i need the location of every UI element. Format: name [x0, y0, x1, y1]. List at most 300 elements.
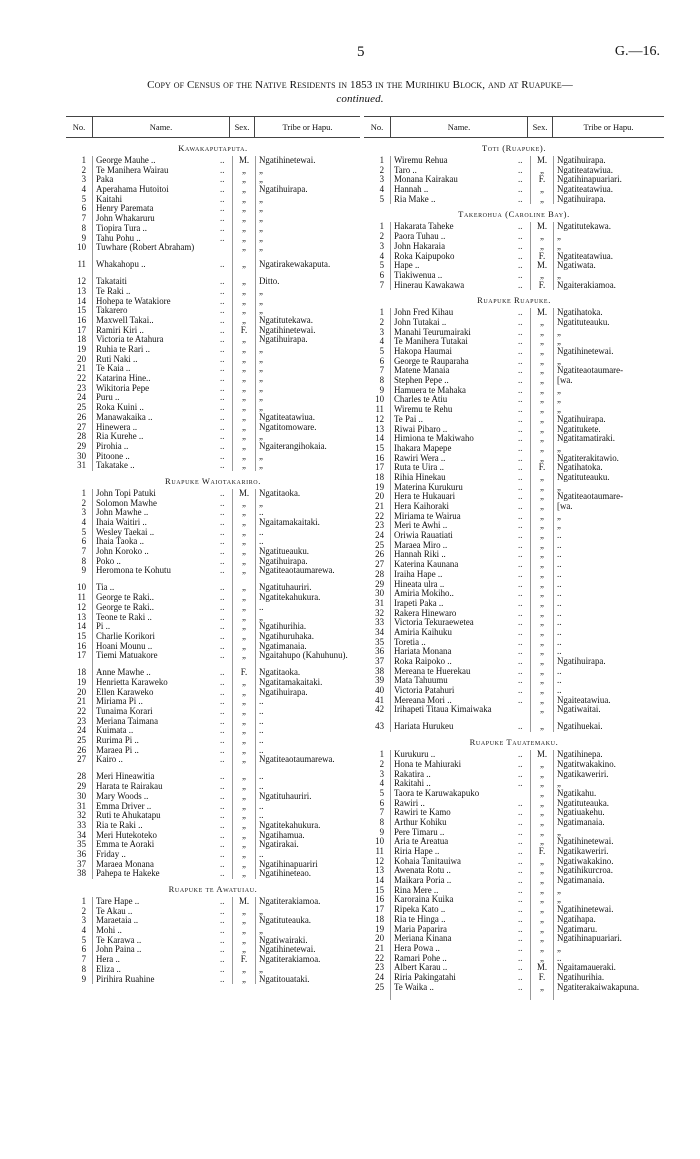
leader-dots: ..	[518, 923, 523, 934]
resident-sex: „	[232, 384, 255, 394]
resident-name: Pirihira Ruahine	[92, 975, 220, 985]
row-number: 18	[375, 913, 384, 924]
row-number: 35	[375, 636, 384, 647]
leader-dots: ..	[220, 973, 225, 984]
leader-dots: ..	[220, 810, 225, 821]
resident-tribe: Ngatitekahukura.	[255, 821, 360, 831]
resident-name: Maxwell Takai..	[92, 316, 220, 326]
resident-sex: „	[530, 483, 553, 493]
table-row	[66, 489, 360, 499]
resident-sex: „	[232, 518, 255, 528]
resident-name: Te Manihera Wairau	[92, 166, 220, 176]
leader-dots: ..	[220, 611, 225, 622]
resident-sex: „	[530, 760, 553, 770]
table-row	[364, 444, 664, 454]
table-row	[66, 499, 360, 509]
resident-tribe: „	[553, 271, 664, 281]
resident-sex: „	[232, 452, 255, 462]
row-number: 12	[77, 276, 86, 287]
resident-name: Aria te Areatua	[390, 837, 518, 847]
leader-dots: ..	[518, 894, 523, 905]
leader-dots: ..	[220, 203, 225, 214]
resident-sex: „	[530, 328, 553, 338]
resident-tribe: „	[255, 214, 360, 224]
resident-tribe: „	[553, 337, 664, 347]
table-row	[66, 204, 360, 214]
row-number: 2	[379, 316, 384, 327]
resident-name: Eliza ..	[92, 965, 220, 975]
section-heading: Ruapuke te Awatuiau.	[168, 884, 258, 894]
resident-name: Tiopira Tura ..	[92, 224, 220, 234]
leader-dots: ..	[518, 913, 523, 924]
leader-dots: ..	[220, 954, 225, 965]
table-row	[66, 260, 360, 277]
resident-sex: „	[530, 837, 553, 847]
row-number: 9	[81, 973, 86, 984]
leader-dots: ..	[518, 442, 523, 453]
table-row	[364, 425, 664, 435]
row-number: 34	[375, 626, 384, 637]
table-row	[66, 955, 360, 965]
table-header	[364, 116, 664, 138]
resident-tribe: ..	[553, 647, 664, 657]
resident-tribe: Ngatiteatawiua.	[553, 166, 664, 176]
resident-name: Hineata ulra ..	[390, 580, 518, 590]
row-number: 29	[77, 440, 86, 451]
leader-dots: ..	[220, 392, 225, 403]
leader-dots: ..	[220, 754, 225, 765]
resident-tribe: Ngatitutekawa.	[553, 222, 664, 232]
resident-sex: „	[232, 403, 255, 413]
resident-tribe: Ngatituteauku.	[553, 318, 664, 328]
table-row	[66, 603, 360, 613]
resident-sex: „	[530, 271, 553, 281]
resident-name: Meriana Kinana	[390, 934, 518, 944]
leader-dots: ..	[220, 744, 225, 755]
resident-tribe: ..	[553, 954, 664, 964]
resident-tribe: Ngatimanaia.	[255, 642, 360, 652]
resident-name: Ria te Raki ..	[92, 821, 220, 831]
resident-sex: „	[530, 876, 553, 886]
resident-name: Meri Hineawitia	[92, 772, 220, 782]
leader-dots: ..	[220, 868, 225, 879]
row-number: 20	[375, 933, 384, 944]
resident-sex: „	[530, 405, 553, 415]
leader-dots: ..	[518, 636, 523, 647]
resident-sex: „	[232, 603, 255, 613]
resident-sex: M.	[530, 261, 553, 271]
row-number: 7	[379, 365, 384, 376]
resident-tribe: Ngatihuirapa.	[553, 657, 664, 667]
leader-dots: ..	[518, 904, 523, 915]
resident-name: Tia ..	[92, 583, 220, 593]
resident-name: Te Akau ..	[92, 907, 220, 917]
leader-dots: ..	[518, 355, 523, 366]
row-number: 19	[77, 344, 86, 354]
resident-sex: „	[232, 772, 255, 782]
table-row	[364, 886, 664, 896]
resident-tribe: Ngatiwata.	[553, 261, 664, 271]
leader-dots: ..	[220, 222, 225, 233]
leader-dots: ..	[220, 507, 225, 518]
leader-dots: ..	[518, 155, 523, 165]
table-row	[364, 638, 664, 648]
resident-name: Maraea Miro ..	[390, 541, 518, 551]
resident-sex: F.	[530, 252, 553, 262]
row-number: 6	[379, 797, 384, 808]
resident-sex: „	[232, 613, 255, 623]
leader-dots: ..	[220, 686, 225, 697]
table-row	[66, 811, 360, 821]
section-heading: Kawakaputaputa.	[178, 143, 248, 153]
row-number: 26	[77, 411, 86, 422]
resident-name: Hoani Mounu ..	[92, 642, 220, 652]
table-row	[364, 837, 664, 847]
resident-name: Hinewera ..	[92, 423, 220, 433]
row-number: 15	[375, 442, 384, 453]
resident-tribe: „	[255, 907, 360, 917]
resident-name: George Mauhe ..	[92, 156, 220, 166]
resident-tribe: [wa.	[553, 376, 664, 386]
table-row	[364, 618, 664, 628]
resident-tribe: „	[255, 461, 360, 471]
resident-tribe: Ngatiterakiamoa.	[255, 897, 360, 907]
resident-tribe: Ngatitueauku.	[255, 547, 360, 557]
table-row	[66, 557, 360, 567]
row-number: 7	[81, 213, 86, 224]
row-number: 3	[379, 240, 384, 251]
table-row	[66, 651, 360, 668]
row-number: 13	[77, 611, 86, 622]
resident-name: Pahepa te Hakeke	[92, 869, 220, 879]
leader-dots: ..	[518, 184, 523, 195]
resident-tribe: Ngatihinetewai.	[255, 945, 360, 955]
leader-dots: ..	[220, 858, 225, 869]
table-row	[364, 760, 664, 770]
resident-tribe: Ngatitukete.	[553, 425, 664, 435]
leader-dots: ..	[220, 896, 225, 906]
row-number: 38	[77, 868, 86, 879]
resident-tribe: „	[255, 243, 360, 260]
table-row	[66, 945, 360, 955]
resident-name: Hariata Hurukeu	[390, 722, 518, 732]
resident-name: Victoria Patahuri	[390, 686, 518, 696]
resident-sex: „	[232, 860, 255, 870]
table-row	[66, 326, 360, 336]
leader-dots: ..	[518, 307, 523, 318]
table-row	[66, 717, 360, 727]
leader-dots: ..	[518, 933, 523, 944]
row-number: 37	[375, 656, 384, 666]
resident-name: Ruti te Ahukatapu	[92, 811, 220, 821]
table-row	[66, 413, 360, 423]
resident-name: Rawiri te Kamo	[390, 808, 518, 818]
row-number: 5	[81, 526, 86, 537]
row-number: 3	[379, 768, 384, 779]
leader-dots: ..	[518, 588, 523, 599]
resident-name: Victoria Tekuraewetea	[390, 618, 518, 628]
resident-name: Wiremu Rehua	[390, 156, 518, 166]
row-number: 18	[77, 667, 86, 678]
resident-tribe: „	[255, 355, 360, 365]
resident-name: Stephen Pepe ..	[390, 376, 518, 386]
resident-tribe: Ngatirakai.	[255, 840, 360, 850]
resident-tribe: Ngatihuirapa.	[255, 185, 360, 195]
header-tribe: Tribe or Hapu.	[282, 122, 333, 132]
resident-sex: „	[232, 287, 255, 297]
leader-dots: ..	[220, 963, 225, 974]
leader-dots: ..	[518, 549, 523, 560]
resident-tribe: Ngatituteauka.	[255, 916, 360, 926]
resident-tribe: Ngatitouataki.	[255, 975, 360, 985]
resident-sex: F.	[530, 847, 553, 857]
row-number: 9	[379, 826, 384, 837]
row-number: 15	[77, 305, 86, 316]
resident-tribe: „	[255, 432, 360, 442]
leader-dots: ..	[518, 665, 523, 676]
table-row	[364, 328, 664, 338]
table-row	[66, 306, 360, 316]
leader-dots: ..	[518, 433, 523, 444]
row-number: 10	[375, 836, 384, 847]
leader-dots: ..	[518, 240, 523, 251]
resident-tribe: „	[255, 393, 360, 403]
row-number: 30	[77, 450, 86, 461]
resident-name: Ruhia te Rari ..	[92, 345, 220, 355]
table-row	[66, 860, 360, 870]
table-row	[364, 779, 664, 789]
resident-tribe: Ngatitamatiraki.	[553, 434, 664, 444]
leader-dots: ..	[220, 334, 225, 345]
resident-sex: „	[530, 628, 553, 638]
resident-sex: „	[530, 954, 553, 964]
resident-sex: „	[232, 297, 255, 307]
resident-sex: „	[530, 425, 553, 435]
resident-tribe: Ngatihinapuariari.	[553, 934, 664, 944]
resident-tribe: Ngatituteauku.	[553, 473, 664, 483]
resident-sex: M.	[232, 489, 255, 499]
resident-tribe: Ngatihatoka.	[553, 308, 664, 318]
resident-name: Hakopa Haumai	[390, 347, 518, 357]
header-sex: Sex.	[230, 117, 255, 137]
table-row	[364, 799, 664, 809]
leader-dots: ..	[518, 656, 523, 666]
row-number: 10	[375, 394, 384, 405]
row-number: 23	[77, 715, 86, 726]
row-number: 11	[77, 592, 86, 603]
resident-sex: „	[232, 214, 255, 224]
resident-name: Mereana Mori ..	[390, 696, 518, 706]
resident-sex: „	[232, 755, 255, 772]
resident-sex: „	[232, 936, 255, 946]
table-row	[66, 195, 360, 205]
resident-sex: „	[232, 726, 255, 736]
table-row	[66, 528, 360, 538]
resident-tribe: Ngatituteauka.	[553, 799, 664, 809]
row-number: 26	[375, 549, 384, 560]
table-row	[66, 772, 360, 782]
resident-name: Tiakiwenua ..	[390, 271, 518, 281]
resident-sex: „	[530, 799, 553, 809]
row-number: 28	[77, 431, 86, 442]
resident-sex: „	[232, 975, 255, 985]
resident-sex: „	[232, 792, 255, 802]
resident-name: Miriama Pi ..	[92, 697, 220, 707]
table-row	[66, 642, 360, 652]
resident-sex: „	[530, 895, 553, 905]
table-row	[66, 869, 360, 879]
resident-tribe: „	[255, 403, 360, 413]
resident-name: Charles te Atiu	[390, 395, 518, 405]
row-number: 1	[81, 896, 86, 906]
leader-dots: ..	[518, 452, 523, 463]
row-number: 25	[77, 402, 86, 413]
leader-dots: ..	[518, 375, 523, 386]
resident-name: Katarina Hine..	[92, 374, 220, 384]
resident-tribe: Ngaitamakaitaki.	[255, 518, 360, 528]
table-row	[66, 613, 360, 623]
resident-name: Te Waika ..	[390, 983, 518, 1000]
resident-name: Wikitoria Pepe	[92, 384, 220, 394]
resident-sex: „	[232, 850, 255, 860]
resident-sex: „	[530, 242, 553, 252]
resident-name: Pere Timaru ..	[390, 828, 518, 838]
resident-sex: „	[232, 335, 255, 345]
row-number: 18	[77, 334, 86, 345]
resident-tribe: „	[553, 779, 664, 789]
resident-tribe: „	[553, 895, 664, 905]
leader-dots: ..	[518, 269, 523, 280]
resident-sex: „	[530, 618, 553, 628]
resident-name: Wesley Taekai ..	[92, 528, 220, 538]
resident-name: Oriwia Rauatiati	[390, 531, 518, 541]
resident-sex: M.	[232, 156, 255, 166]
resident-name: Rakitahi ..	[390, 779, 518, 789]
row-number: 25	[77, 735, 86, 746]
row-number: 4	[81, 184, 86, 195]
resident-name: Harata te Rairakau	[92, 782, 220, 792]
table-row	[364, 512, 664, 522]
table-row	[66, 678, 360, 688]
row-number: 1	[379, 155, 384, 165]
row-number: 13	[375, 865, 384, 876]
table-row	[364, 415, 664, 425]
table-row	[364, 347, 664, 357]
title-line: Copy of Census of the Native Residents in 1853 in the Murihiku Block, and at Ruapuke—	[147, 79, 573, 91]
leader-dots: ..	[220, 285, 225, 296]
resident-sex: „	[530, 905, 553, 915]
resident-tribe: Ngatihinetewai.	[553, 905, 664, 915]
resident-sex: F.	[232, 326, 255, 336]
table-row	[364, 222, 664, 232]
resident-tribe: ..	[255, 746, 360, 756]
table-row	[364, 676, 664, 686]
resident-name: Meri Hutekoteko	[92, 831, 220, 841]
resident-name: Rawiri Wera ..	[390, 454, 518, 464]
resident-sex: „	[530, 857, 553, 867]
resident-tribe: Ngatihinapuariari.	[553, 175, 664, 185]
row-number: 23	[375, 962, 384, 973]
resident-tribe: ..	[553, 609, 664, 619]
leader-dots: ..	[220, 193, 225, 204]
resident-sex: „	[530, 531, 553, 541]
table-row	[66, 508, 360, 518]
resident-name: Ramari Pohe ..	[390, 954, 518, 964]
row-number: 14	[77, 295, 86, 306]
leader-dots: ..	[220, 848, 225, 859]
leader-dots: ..	[220, 735, 225, 746]
resident-sex: „	[530, 376, 553, 386]
resident-sex: „	[530, 454, 553, 464]
row-number: 2	[379, 164, 384, 175]
header-sex: Sex.	[528, 117, 553, 137]
resident-tribe: Ngatihapa.	[553, 915, 664, 925]
table-row	[66, 518, 360, 528]
leader-dots: ..	[220, 696, 225, 707]
table-row	[364, 857, 664, 867]
leader-dots: ..	[220, 213, 225, 224]
resident-name: Hariata Monana	[390, 647, 518, 657]
resident-sex: „	[530, 232, 553, 242]
resident-sex: „	[530, 444, 553, 454]
resident-tribe: Ngatiterakiamoa.	[255, 955, 360, 965]
leader-dots: ..	[220, 497, 225, 508]
row-number: 22	[77, 373, 86, 384]
resident-name: Hinerau Kawakawa	[390, 281, 518, 291]
resident-name: Mereana te Huerekau	[390, 667, 518, 677]
resident-tribe: Ngatiteaotaumare-	[553, 366, 664, 376]
resident-tribe: ..	[553, 580, 664, 590]
table-row	[364, 483, 664, 493]
resident-tribe: „	[553, 512, 664, 522]
resident-tribe: Ngatitomoware.	[255, 423, 360, 433]
resident-sex: M.	[530, 222, 553, 232]
row-number: 12	[375, 413, 384, 424]
resident-name: Meriana Taimana	[92, 717, 220, 727]
table-row	[364, 252, 664, 262]
leader-dots: ..	[518, 346, 523, 356]
resident-sex: „	[232, 260, 255, 277]
table-row	[364, 185, 664, 195]
leader-dots: ..	[518, 836, 523, 847]
resident-tribe: „	[255, 234, 360, 244]
table-row	[66, 243, 360, 260]
row-number: 9	[81, 232, 86, 243]
resident-tribe: Ngatihuirapa.	[553, 195, 664, 205]
resident-sex: „	[530, 676, 553, 686]
resident-tribe: „	[255, 452, 360, 462]
leader-dots: ..	[220, 800, 225, 811]
row-number: 19	[375, 923, 384, 934]
leader-dots: ..	[220, 164, 225, 175]
table-row	[364, 696, 664, 706]
row-number: 2	[81, 497, 86, 508]
table-row	[66, 907, 360, 917]
row-number: 9	[81, 565, 86, 576]
table-row	[364, 195, 664, 205]
resident-sex: „	[530, 696, 553, 706]
resident-tribe: ..	[553, 589, 664, 599]
leader-dots: ..	[518, 685, 523, 696]
resident-sex: „	[232, 442, 255, 452]
resident-tribe: „	[255, 195, 360, 205]
resident-tribe: Ngatiteaotaumarewa.	[255, 755, 360, 772]
table-row	[364, 242, 664, 252]
resident-tribe: Ngatihinetewai.	[255, 156, 360, 166]
leader-dots: ..	[518, 279, 523, 290]
leader-dots: ..	[220, 819, 225, 830]
row-number: 25	[375, 981, 384, 992]
